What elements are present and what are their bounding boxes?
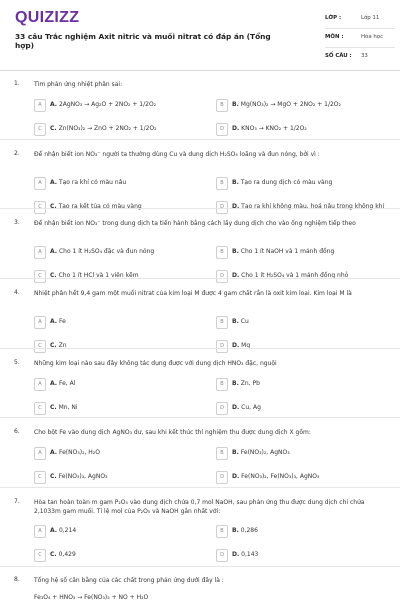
- question-divider: [0, 417, 400, 418]
- option-text: Mn, Ni: [56, 404, 78, 411]
- option-badge: C: [34, 340, 46, 353]
- option-text: Fe(NO₃)₃, AgNO₃: [56, 473, 108, 480]
- option-key: A.: [50, 248, 58, 255]
- option-text: Tạo ra khí không màu, hoá nâu trong không khí: [239, 203, 385, 210]
- question-equation: Fe₃O₄ + HNO₃ → Fe(NO₃)₃ + NO + H₂O: [34, 594, 149, 600]
- option-badge: B: [216, 447, 228, 460]
- question-number: 1.: [14, 80, 20, 87]
- option-key: D.: [232, 272, 240, 279]
- option-badge: D: [216, 123, 228, 136]
- option-badge: A: [34, 99, 46, 112]
- option-badge: B: [216, 316, 228, 329]
- option-text: Zn: [56, 342, 67, 349]
- option-text: Cu, Ag: [239, 404, 261, 411]
- option-badge: C: [34, 123, 46, 136]
- option-key: C.: [50, 203, 57, 210]
- question-divider: [0, 208, 400, 209]
- option-label: [50, 551, 76, 558]
- option-key: A.: [50, 449, 58, 456]
- option-c[interactable]: [34, 549, 212, 562]
- option-key: C.: [50, 342, 57, 349]
- question-number: 5.: [14, 359, 20, 366]
- meta-value: 33: [361, 53, 368, 59]
- option-text: Cho 1 ít H₂SO₄ và 1 mảnh đồng nhỏ: [239, 272, 349, 279]
- option-badge: A: [34, 177, 46, 190]
- option-c[interactable]: [34, 123, 212, 136]
- meta-row-subject: [325, 29, 395, 48]
- option-text: Fe(NO₃)₂, H₂O: [57, 449, 100, 456]
- option-text: Tạo ra kết tủa có màu vàng: [56, 203, 142, 210]
- option-label: [50, 179, 126, 186]
- option-label: [232, 125, 307, 132]
- option-a[interactable]: [34, 246, 212, 259]
- option-text: 2AgNO₃ → Ag₂O + 2NO₂ + 1/2O₂: [57, 101, 157, 108]
- option-key: A.: [50, 101, 58, 108]
- option-text: 0,429: [56, 551, 76, 558]
- option-key: C.: [50, 473, 57, 480]
- option-label: [50, 449, 100, 456]
- option-badge: C: [34, 201, 46, 214]
- option-key: C.: [50, 125, 57, 132]
- option-key: B.: [232, 318, 239, 325]
- option-badge: B: [216, 177, 228, 190]
- option-label: [232, 318, 249, 325]
- option-badge: B: [216, 378, 228, 391]
- question-text: Cho bột Fe vào dung dịch AgNO₃ dư, sau khi kết thúc thí nghiệm thu được dung dịch X gồm:: [34, 429, 311, 436]
- option-text: 0,286: [238, 527, 258, 534]
- option-text: Fe: [57, 318, 66, 325]
- option-c[interactable]: [34, 402, 212, 415]
- option-a[interactable]: [34, 177, 212, 190]
- option-b[interactable]: [216, 99, 394, 112]
- question-divider: [0, 487, 400, 488]
- option-text: Fe, Al: [57, 380, 76, 387]
- option-text: Cu: [238, 318, 249, 325]
- option-a[interactable]: [34, 99, 212, 112]
- option-key: B.: [232, 449, 239, 456]
- option-label: [232, 380, 260, 387]
- option-d[interactable]: [216, 123, 394, 136]
- option-c[interactable]: [34, 340, 212, 353]
- option-c[interactable]: [34, 270, 212, 283]
- option-key: D.: [232, 203, 240, 210]
- meta-label: LỚP :: [325, 15, 342, 21]
- question-text: Hòa tan hoàn toàn m gam P₂O₅ vào dung dịch chứa 0,7 mol NaOH, sau phản ứng thu được dung dịch chỉ chứa 2,1033m gam muối. Tỉ lệ mol của P₂O₅ và NaOH gần nhất với:: [34, 499, 365, 515]
- option-badge: A: [34, 378, 46, 391]
- option-key: C.: [50, 272, 57, 279]
- option-key: A.: [50, 380, 58, 387]
- option-label: [232, 101, 341, 108]
- option-key: B.: [232, 527, 239, 534]
- question-number: 7.: [14, 498, 20, 505]
- option-key: C.: [50, 551, 57, 558]
- option-key: D.: [232, 551, 240, 558]
- question-divider: [0, 348, 400, 349]
- option-text: Zn(NO₃)₂ → ZnO + 2NO₂ + 1/2O₂: [56, 125, 157, 132]
- question-text: Để nhận biết ion NO₃⁻ người ta thường dùng Cu và dung dịch H₂SO₄ loãng và đun nóng, bởi vì :: [34, 151, 320, 158]
- option-key: A.: [50, 527, 58, 534]
- option-badge: A: [34, 525, 46, 538]
- option-key: B.: [232, 179, 239, 186]
- option-badge: B: [216, 525, 228, 538]
- option-badge: B: [216, 99, 228, 112]
- option-label: [232, 473, 319, 480]
- option-label: [50, 101, 156, 108]
- option-badge: D: [216, 201, 228, 214]
- option-a[interactable]: [34, 378, 212, 391]
- option-label: [232, 404, 261, 411]
- option-badge: D: [216, 471, 228, 484]
- option-text: Tạo ra khí có màu nâu: [57, 179, 127, 186]
- question-text: Tổng hệ số cân bằng của các chất trong phản ứng dưới đây là :: [34, 577, 224, 584]
- option-text: Mg: [239, 342, 251, 349]
- option-key: D.: [232, 473, 240, 480]
- meta-row-count: [325, 48, 395, 66]
- question-text: Nhiệt phân hết 9,4 gam một muối nitrat của kim loại M được 4 gam chất rắn là oxit kim loại. Kim loại M là: [34, 290, 352, 297]
- option-label: [232, 551, 258, 558]
- option-text: Mg(NO₃)₂ → MgO + 2NO₂ + 1/2O₂: [238, 101, 341, 108]
- question-divider: [0, 278, 400, 279]
- question-divider: [0, 139, 400, 140]
- option-b[interactable]: [216, 177, 394, 190]
- question-text: Tìm phản ứng nhiệt phân sai:: [34, 81, 123, 88]
- option-label: [50, 473, 107, 480]
- option-text: Zn, Pb: [238, 380, 260, 387]
- option-text: Fe(NO₃)₂, Fe(NO₃)₃, AgNO₃: [239, 473, 320, 480]
- option-c[interactable]: [34, 471, 212, 484]
- option-badge: A: [34, 246, 46, 259]
- option-a[interactable]: [34, 316, 212, 329]
- question-divider: [0, 566, 400, 567]
- option-key: D.: [232, 404, 240, 411]
- option-badge: C: [34, 270, 46, 283]
- page-title: 33 câu Trắc nghiệm Axit nitric và muối nitrat có đáp án (Tổng hợp): [15, 32, 271, 50]
- option-d[interactable]: [216, 340, 394, 353]
- question-number: 6.: [14, 428, 20, 435]
- option-b[interactable]: [216, 378, 394, 391]
- option-text: Cho 1 ít NaOH và 1 mảnh đồng: [238, 248, 335, 255]
- option-label: [232, 179, 332, 186]
- option-text: Fe(NO₃)₂, AgNO₃: [238, 449, 290, 456]
- option-b[interactable]: [216, 246, 394, 259]
- option-label: [50, 380, 75, 387]
- option-a[interactable]: [34, 525, 212, 538]
- option-badge: C: [34, 402, 46, 415]
- quizizz-logo[interactable]: QUIZIZZ: [15, 9, 80, 26]
- meta-label: SỐ CÂU :: [325, 53, 352, 59]
- option-text: 0,214: [57, 527, 77, 534]
- option-label: [50, 125, 157, 132]
- option-text: Cho 1 ít HCl và 1 viên kẽm: [56, 272, 139, 279]
- option-a[interactable]: [34, 447, 212, 460]
- option-badge: D: [216, 340, 228, 353]
- option-d[interactable]: [216, 402, 394, 415]
- option-text: Cho 1 ít H₂SO₄ đặc và đun nóng: [57, 248, 155, 255]
- page-header: [0, 0, 400, 71]
- option-badge: D: [216, 402, 228, 415]
- option-key: D.: [232, 342, 240, 349]
- meta-value: Hóa học: [361, 34, 384, 40]
- option-b[interactable]: [216, 525, 394, 538]
- option-label: [50, 527, 76, 534]
- option-badge: D: [216, 549, 228, 562]
- option-label: [232, 449, 290, 456]
- option-d[interactable]: [216, 471, 394, 484]
- option-text: 0,143: [239, 551, 259, 558]
- option-b[interactable]: [216, 316, 394, 329]
- option-badge: C: [34, 471, 46, 484]
- option-key: D.: [232, 125, 240, 132]
- option-badge: A: [34, 447, 46, 460]
- option-key: A.: [50, 179, 58, 186]
- meta-row-class: [325, 10, 395, 29]
- option-key: B.: [232, 248, 239, 255]
- meta-value: Lớp 11: [361, 15, 380, 21]
- question-text: Để nhận biết ion NO₃⁻ trong dung dịch ta tiến hành bằng cách lấy dung dịch cho vào ống nghiệm tiếp theo: [34, 220, 356, 227]
- option-key: B.: [232, 101, 239, 108]
- option-label: [50, 404, 78, 411]
- question-number: 8.: [14, 576, 20, 583]
- option-badge: A: [34, 316, 46, 329]
- option-badge: D: [216, 270, 228, 283]
- option-d[interactable]: [216, 270, 394, 283]
- question-number: 4.: [14, 289, 20, 296]
- option-label: [50, 318, 66, 325]
- option-b[interactable]: [216, 447, 394, 460]
- question-number: 3.: [14, 219, 20, 226]
- question-text: Những kim loại nào sau đây không tác dụng được với dung dịch HNO₃ đặc, nguội: [34, 360, 277, 367]
- option-label: [232, 248, 334, 255]
- meta-panel: [325, 10, 395, 66]
- option-label: [50, 248, 154, 255]
- meta-label: MÔN :: [325, 34, 344, 40]
- option-key: C.: [50, 404, 57, 411]
- option-badge: B: [216, 246, 228, 259]
- option-key: A.: [50, 318, 58, 325]
- option-key: B.: [232, 380, 239, 387]
- option-text: Tạo ra dung dịch có màu vàng: [238, 179, 333, 186]
- option-d[interactable]: [216, 549, 394, 562]
- option-label: [232, 527, 258, 534]
- question-number: 2.: [14, 150, 20, 157]
- option-badge: C: [34, 549, 46, 562]
- option-text: KNO₃ → KNO₂ + 1/2O₂: [239, 125, 307, 132]
